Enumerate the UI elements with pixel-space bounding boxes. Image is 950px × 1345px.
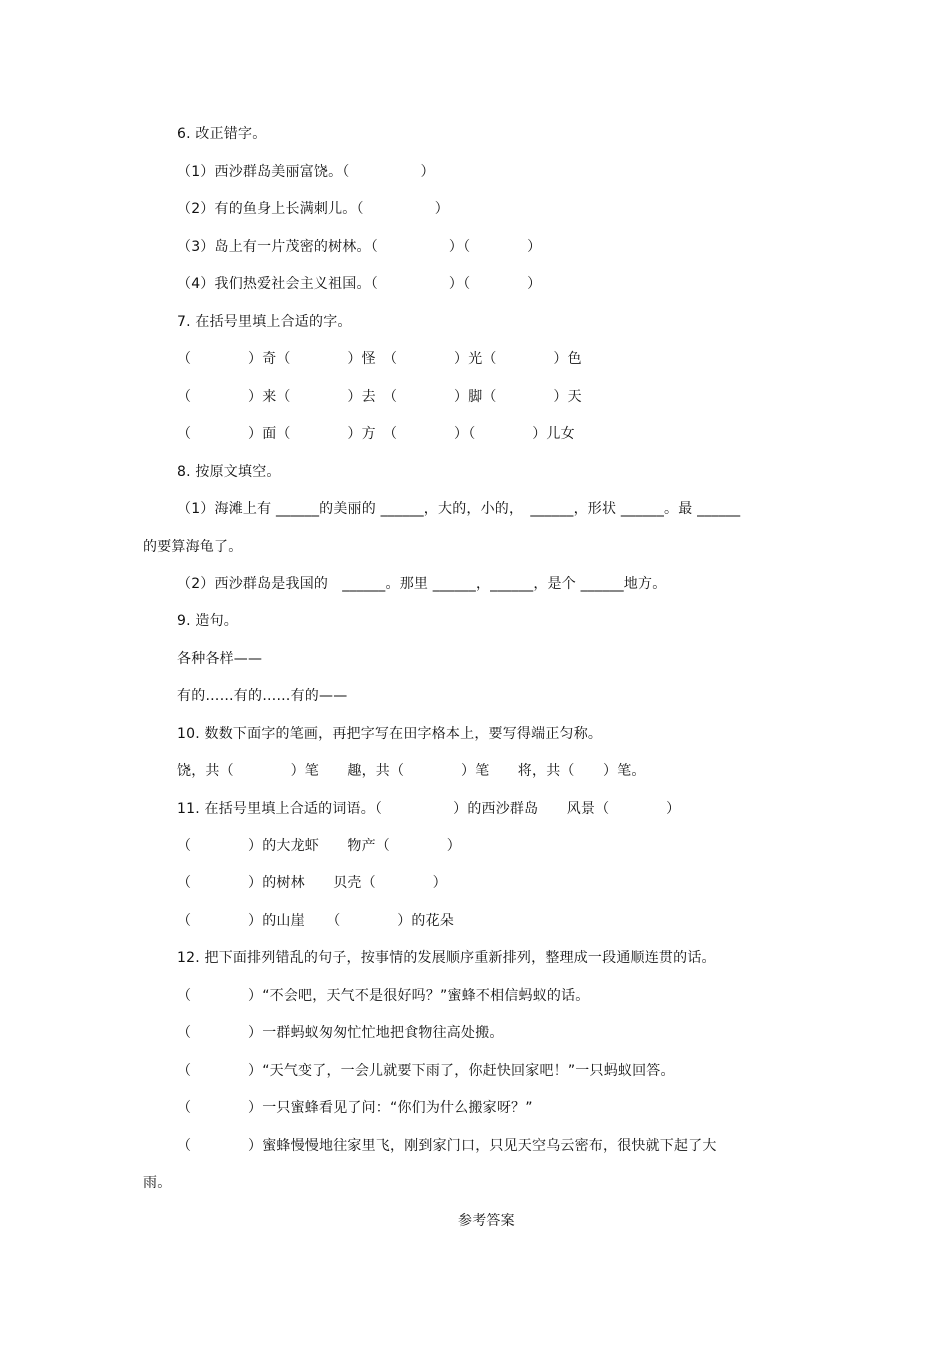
q10-line: 饶，共（ ）笔 趣，共（ ）笔 将，共（ ）笔。 [177, 763, 646, 779]
q11-title: 11. 在括号里填上合适的词语。（ ）的西沙群岛 风景（ ） [177, 801, 681, 817]
q12-item-2: （ ）一群蚂蚁匆匆忙忙地把食物往高处搬。 [177, 1025, 504, 1041]
q7-title: 7. 在括号里填上合适的字。 [177, 314, 352, 330]
q6-item-2: （2）有的鱼身上长满刺儿。（ ） [177, 201, 449, 217]
q8-title: 8. 按原文填空。 [177, 464, 281, 480]
q10-title: 10. 数数下面字的笔画，再把字写在田字格本上，要写得端正匀称。 [177, 726, 603, 742]
q8-item-2: （2）西沙群岛是我国的 ______。那里 ______，______，是个 ______地方。 [177, 576, 667, 592]
answers-heading: 参考答案 [458, 1213, 515, 1229]
q12-title: 12. 把下面排列错乱的句子，按事情的发展顺序重新排列，整理成一段通顺连贯的话。 [177, 950, 716, 966]
q6-item-1: （1）西沙群岛美丽富饶。（ ） [177, 164, 435, 180]
q12-item-3: （ ）“天气变了，一会儿就要下雨了，你赶快回家吧！”一只蚂蚁回答。 [177, 1063, 675, 1079]
q8-item-1: （1）海滩上有 ______的美丽的 ______，大的，小的， ______，形状 ______。最 ______ [177, 501, 741, 517]
q12-item-5-wrap: 雨。 [143, 1175, 172, 1191]
q8-item-1-wrap: 的要算海龟了。 [143, 539, 243, 555]
q9-item-1: 各种各样—— [177, 651, 263, 667]
q9-item-2: 有的……有的……有的—— [177, 688, 348, 704]
q6-item-4: （4）我们热爱社会主义祖国。（ ）（ ） [177, 276, 542, 292]
q12-item-1: （ ）“不会吧，天气不是很好吗？”蜜蜂不相信蚂蚁的话。 [177, 988, 590, 1004]
q6-title: 6. 改正错字。 [177, 126, 267, 142]
q7-row-1: （ ）奇（ ）怪 （ ）光（ ）色 [177, 351, 582, 367]
q7-row-3: （ ）面（ ）方 （ ）（ ）儿女 [177, 426, 575, 442]
q11-row-1: （ ）的大龙虾 物产（ ） [177, 838, 461, 854]
q12-item-5: （ ）蜜蜂慢慢地往家里飞，刚到家门口，只见天空乌云密布，很快就下起了大 [177, 1138, 717, 1154]
q6-item-3: （3）岛上有一片茂密的树林。（ ）（ ） [177, 239, 542, 255]
q12-item-4: （ ）一只蜜蜂看见了问：“你们为什么搬家呀？” [177, 1100, 533, 1116]
q11-row-3: （ ）的山崖 （ ）的花朵 [177, 913, 454, 929]
q9-title: 9. 造句。 [177, 613, 239, 629]
q11-row-2: （ ）的树林 贝壳（ ） [177, 875, 447, 891]
q7-row-2: （ ）来（ ）去 （ ）脚（ ）天 [177, 389, 582, 405]
